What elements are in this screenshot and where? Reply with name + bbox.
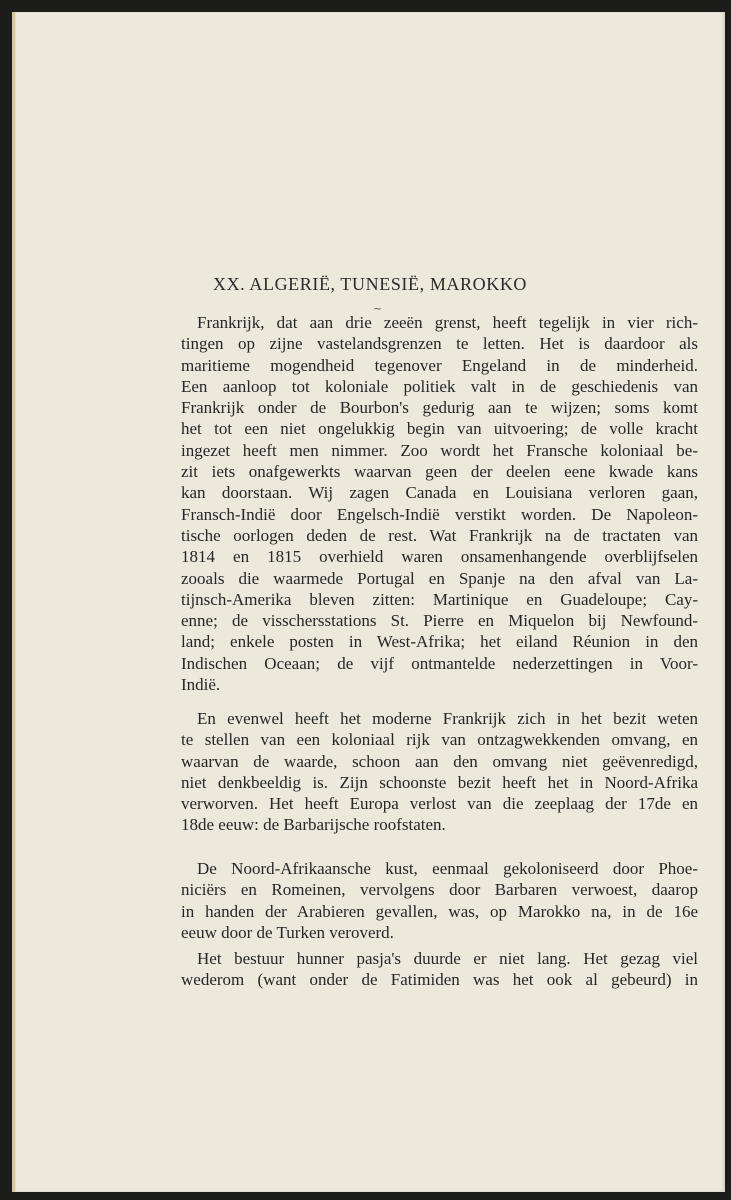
- paragraph-3: [181, 858, 698, 943]
- text-line: land; enkele posten in West-Afrika; het eiland Réunion in den: [181, 632, 698, 652]
- page-edge: [722, 12, 725, 1192]
- text-line: verworven. Het heeft Europa verlost van die zeeplaag der 17de en: [181, 794, 698, 814]
- text-line: te stellen van een koloniaal rijk van ontzagwekkenden omvang, en: [181, 730, 698, 750]
- text-line: kan doorstaan. Wij zagen Canada en Louisiana verloren gaan,: [181, 483, 698, 503]
- text-line: waarvan de waarde, schoon aan den omvang niet geëvenredigd,: [181, 751, 698, 771]
- text-line: in handen der Arabieren gevallen, was, op Marokko na, in de 16e: [181, 901, 698, 921]
- paragraph-4: [181, 948, 698, 991]
- text-line: het tot een niet ongelukkig begin van uitvoering; de volle kracht: [181, 419, 698, 439]
- text-line: zooals die waarmede Portugal en Spanje na den afval van La-: [181, 568, 698, 588]
- text-line: En evenwel heeft het moderne Frankrijk zich in het bezit weten: [197, 709, 698, 728]
- text-line: 18de eeuw: de Barbarijsche roofstaten.: [181, 815, 446, 835]
- paragraph-2: [181, 708, 698, 836]
- text-line: zit iets onafgewerkts waarvan geen der deelen eene kwade kans: [181, 462, 698, 482]
- text-line: 1814 en 1815 overhield waren onsamenhangende overblijfselen: [181, 547, 698, 567]
- text-line: Het bestuur hunner pasja's duurde er niet lang. Het gezag viel: [197, 949, 698, 968]
- text-line: eeuw door de Turken veroverd.: [181, 922, 394, 942]
- text-line: tische oorlogen deden de rest. Wat Frankrijk na de tractaten van: [181, 525, 698, 545]
- text-line: Fransch-Indië door Engelsch-Indië verstikt worden. De Napoleon-: [181, 504, 698, 524]
- text-line: Frankrijk, dat aan drie zeeën grenst, heeft tegelijk in vier rich-: [197, 313, 698, 332]
- text-line: enne; de visschersstations St. Pierre en Miquelon bij Newfound-: [181, 611, 698, 631]
- text-line: Frankrijk onder de Bourbon's gedurig aan te wijzen; soms komt: [181, 398, 698, 418]
- text-line: ingezet heeft men nimmer. Zoo wordt het Fransche koloniaal be-: [181, 440, 698, 460]
- text-line: wederom (want onder de Fatimiden was het ook al gebeurd) in: [181, 970, 698, 990]
- text-line: niciërs en Romeinen, vervolgens door Barbaren verwoest, daarop: [181, 880, 698, 900]
- paragraph-1: [181, 312, 698, 695]
- text-line: tijnsch-Amerika bleven zitten: Martinique en Guadeloupe; Cay-: [181, 589, 698, 609]
- ornament-icon: ~: [373, 302, 383, 315]
- text-line: De Noord-Afrikaansche kust, eenmaal gekoloniseerd door Phoe-: [197, 859, 698, 878]
- text-line: maritieme mogendheid tegenover Engeland in de minderheid.: [181, 355, 698, 375]
- text-line: tingen op zijne vastelandsgrenzen te letten. Het is daardoor als: [181, 334, 698, 354]
- text-line: Indischen Oceaan; de vijf ontmantelde nederzettingen in Voor-: [181, 653, 698, 673]
- text-line: Indië.: [181, 675, 221, 695]
- text-line: niet denkbeeldig is. Zijn schoonste bezit heeft het in Noord-Afrika: [181, 772, 698, 792]
- text-line: Een aanloop tot koloniale politiek valt in de geschiedenis van: [181, 376, 698, 396]
- chapter-title: XX. ALGERIË, TUNESIË, MAROKKO: [212, 274, 528, 294]
